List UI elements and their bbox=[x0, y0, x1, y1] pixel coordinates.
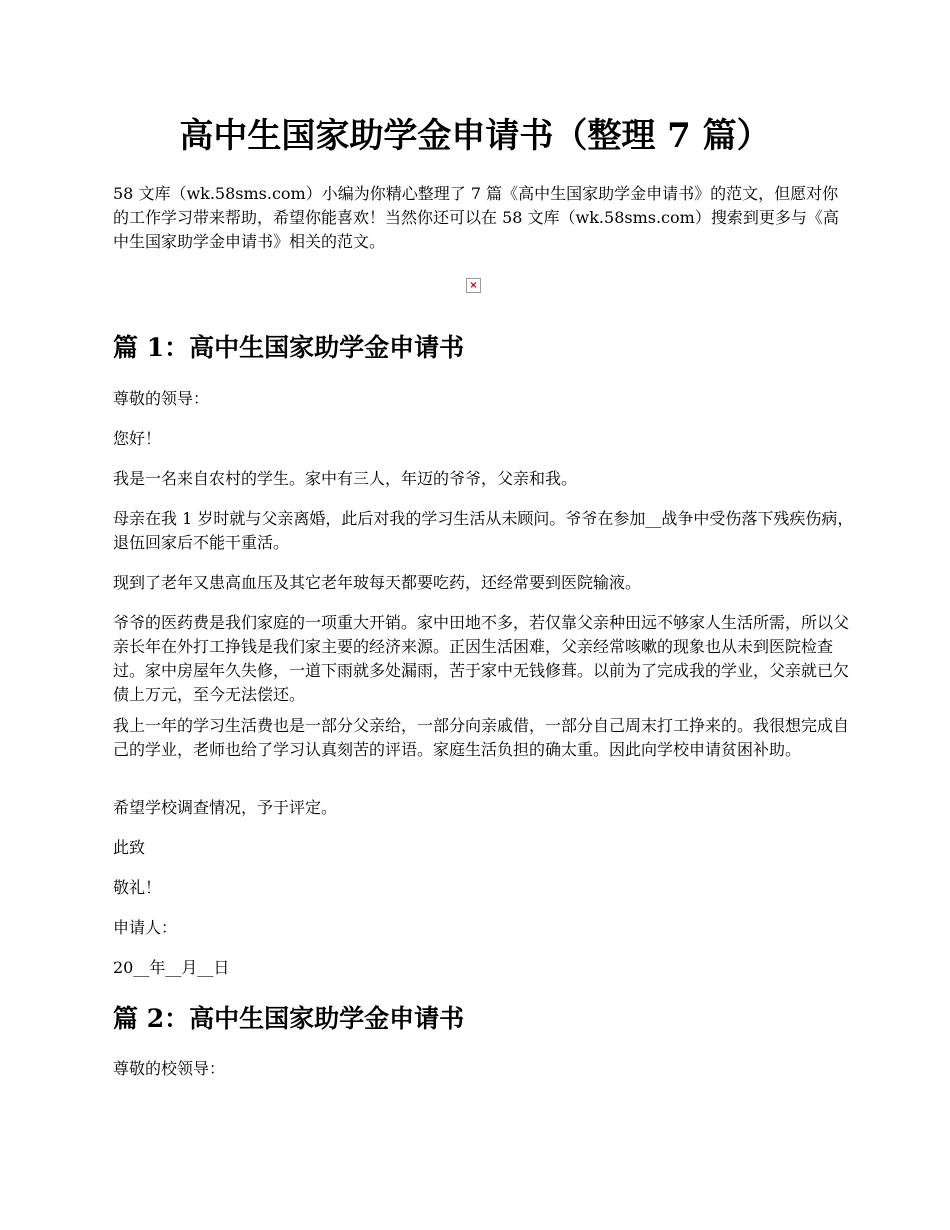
section-2-heading: 篇 2：高中生国家助学金申请书 bbox=[113, 1004, 465, 1033]
paragraph-body: 我是一名来自农村的学生。家中有三人，年迈的爷爷，父亲和我。 bbox=[113, 469, 578, 488]
paragraph-date: 20__年__月__日 bbox=[113, 958, 230, 977]
paragraph-closing: 敬礼！ bbox=[113, 878, 162, 897]
paragraph-closing: 此致 bbox=[113, 838, 146, 857]
paragraph-body: 爷爷的医药费是我们家庭的一项重大开销。家中田地不多，若仅靠父亲种田远不够家人生活所需，所以父亲长年在外打工挣钱是我们家主要的经济来源。正因生活困难，父亲经常咳嗽的现象也从未到医院检查过。家中房屋年久失修，一道下雨就多处漏雨，苦于家中无钱修葺。以前为了完成我的学业，父亲就已欠债上万元，至今无法偿还。 bbox=[113, 613, 850, 704]
document-title: 高中生国家助学金申请书（整理 7 篇） bbox=[179, 116, 771, 156]
paragraph-salutation: 尊敬的校领导： bbox=[113, 1059, 226, 1078]
section-1-heading: 篇 1：高中生国家助学金申请书 bbox=[113, 333, 465, 362]
paragraph-salutation: 尊敬的领导： bbox=[113, 389, 210, 408]
paragraph-body: 我上一年的学习生活费也是一部分父亲给，一部分向亲戚借，一部分自己周末打工挣来的。我很想完成自己的学业，老师也给了学习认真刻苦的评语。家庭生活负担的确太重。因此向学校申请贫困补助。 bbox=[113, 716, 850, 759]
broken-image-icon: × bbox=[466, 278, 481, 293]
paragraph-body: 母亲在我 1 岁时就与父亲离婚，此后对我的学习生活从未顾问。爷爷在参加__战争中受伤落下残疾伤病，退伍回家后不能干重活。 bbox=[113, 509, 854, 552]
paragraph-greeting: 您好！ bbox=[113, 429, 162, 448]
paragraph-body: 希望学校调查情况，予于评定。 bbox=[113, 798, 338, 817]
paragraph-applicant: 申请人： bbox=[113, 918, 178, 937]
paragraph-body: 现到了老年又患高血压及其它老年玻每天都要吃药，还经常要到医院输液。 bbox=[113, 573, 642, 592]
intro-paragraph: 58 文库（wk.58sms.com）小编为你精心整理了 7 篇《高中生国家助学金申请书》的范文，但愿对你的工作学习带来帮助，希望你能喜欢！当然你还可以在 58 文库（wk.58sms.com）搜索到更多与《高中生国家助学金申请书》相关的范文。 bbox=[113, 184, 839, 251]
